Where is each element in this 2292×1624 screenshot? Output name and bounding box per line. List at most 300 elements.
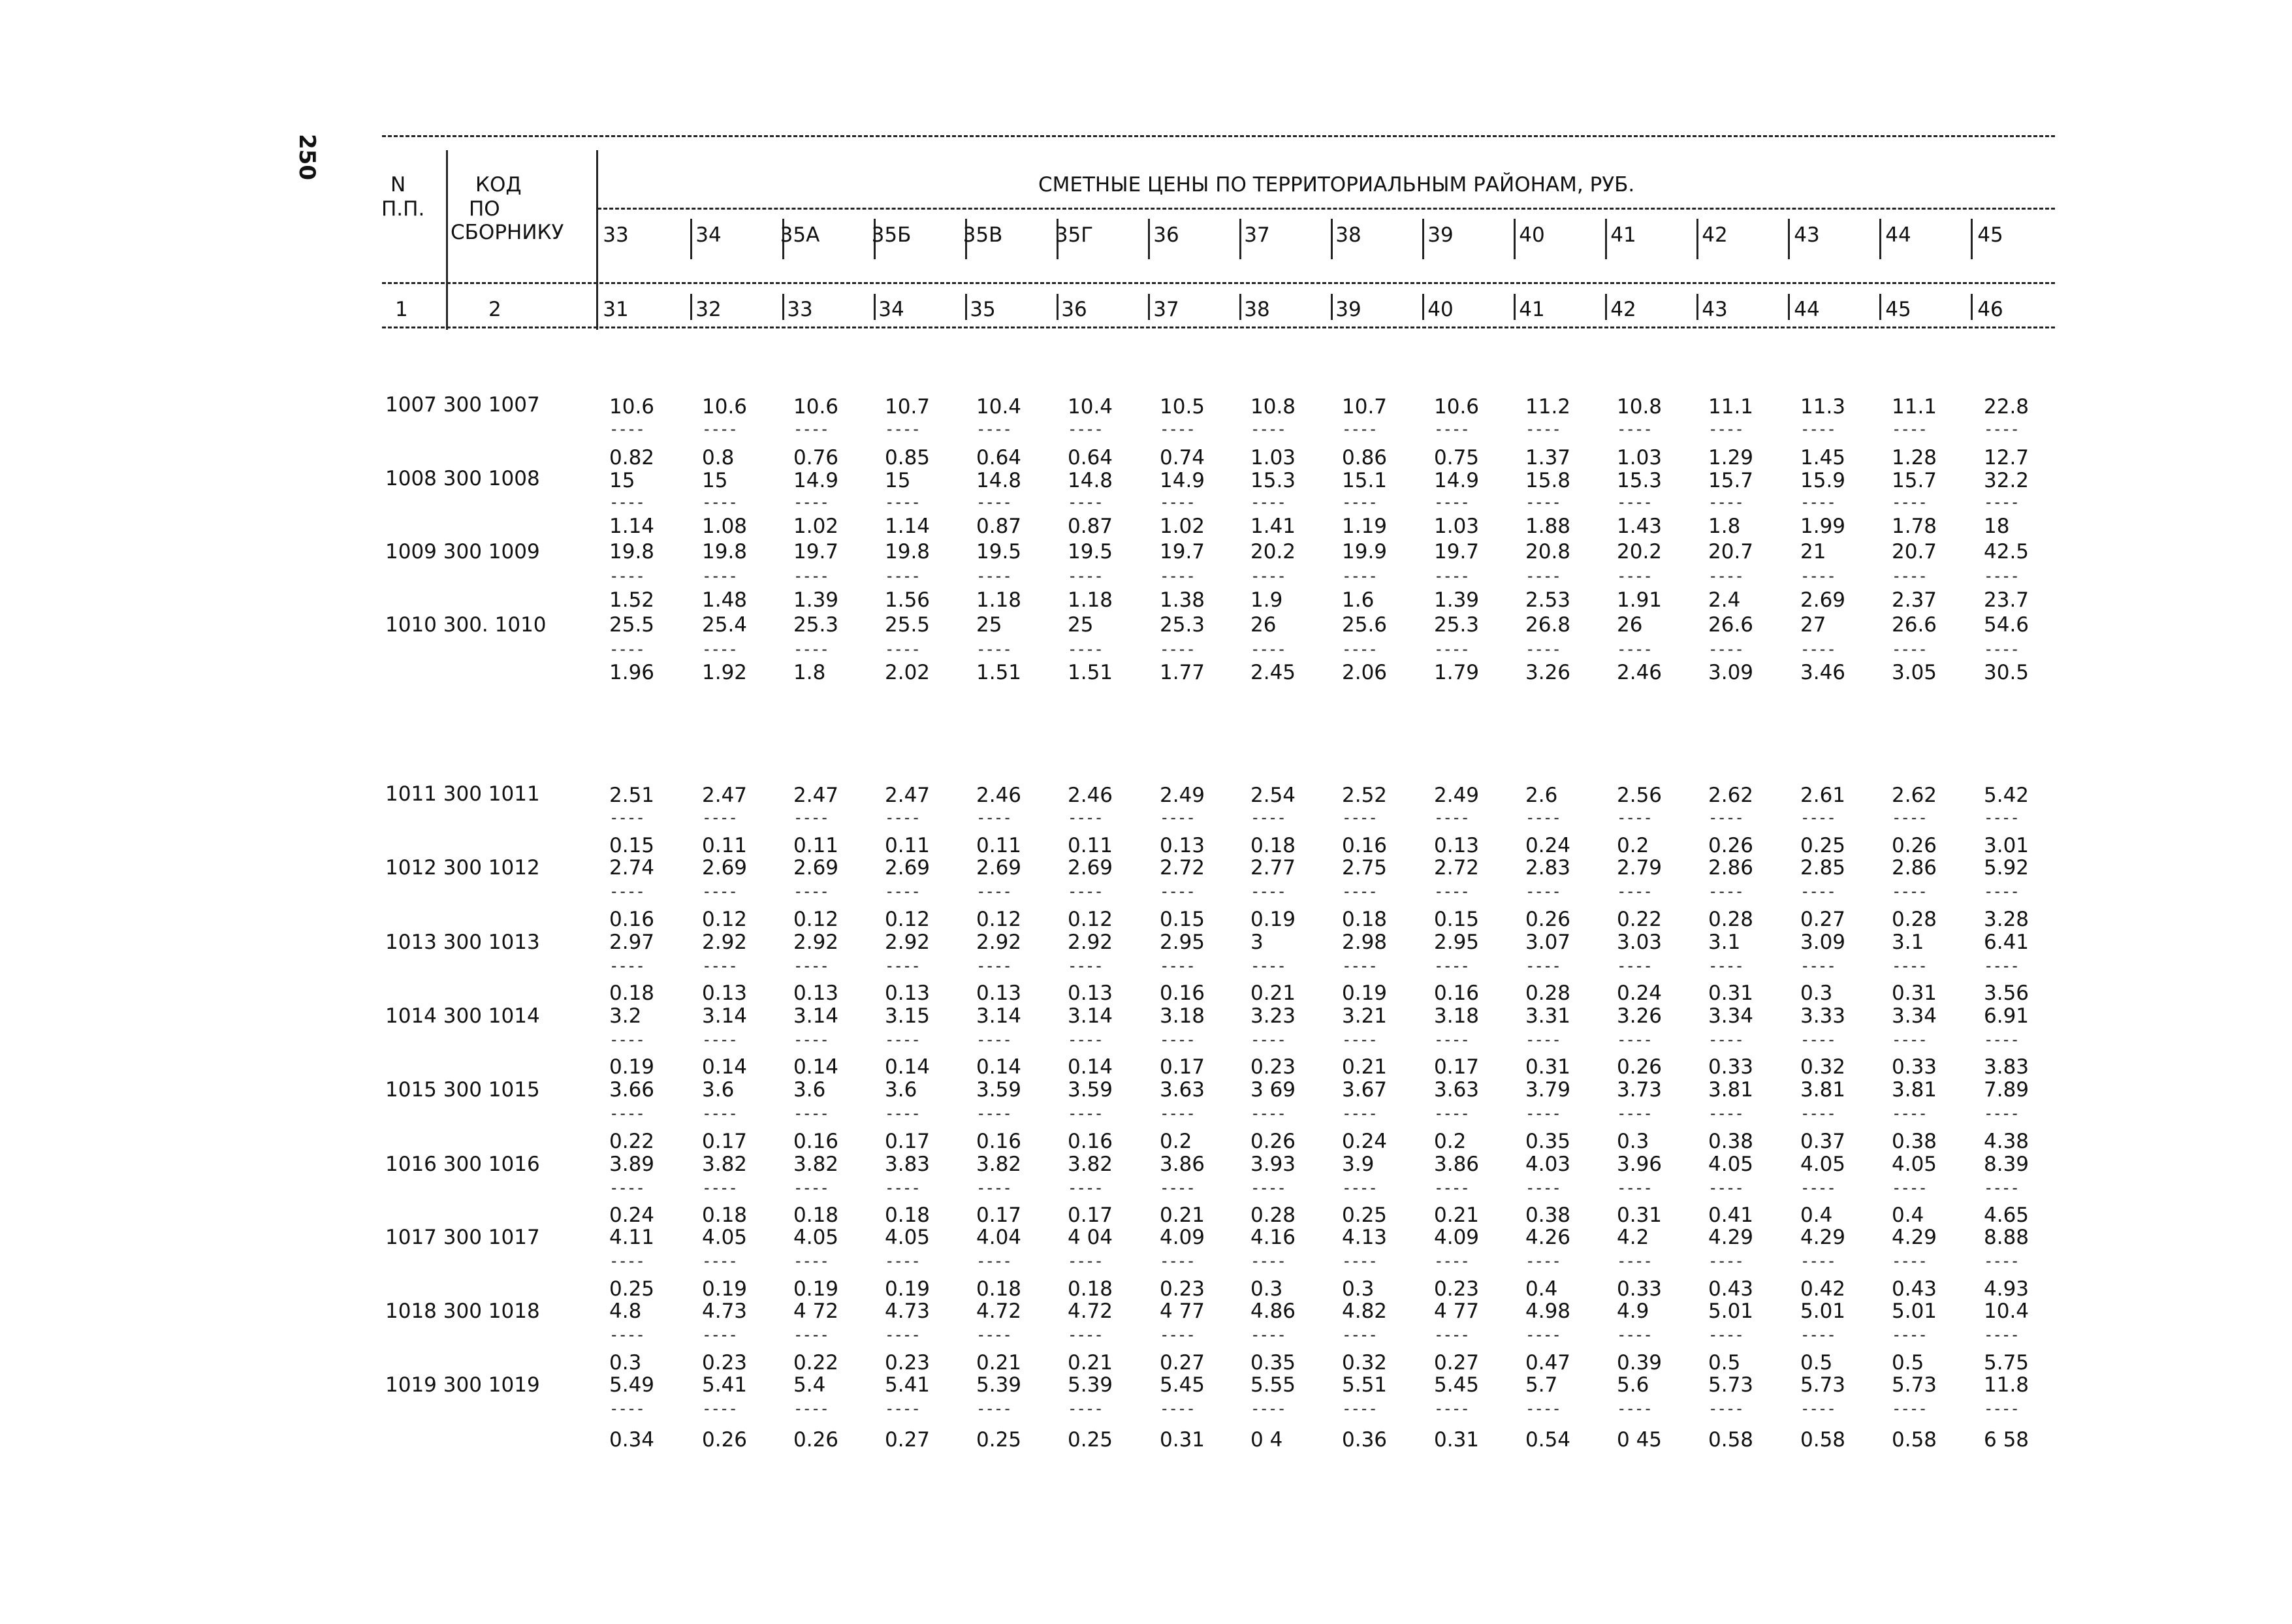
dash-divider: ---- (1708, 1252, 1743, 1270)
price-cell: 5.39 (1068, 1373, 1113, 1397)
dash-divider: ---- (1984, 1399, 2019, 1418)
dash-divider: ---- (609, 1399, 645, 1418)
price-cell: 2.37 (1892, 588, 1937, 612)
price-cell: 4.05 (885, 1226, 931, 1249)
price-cell: 1.6 (1342, 588, 1375, 612)
price-cell: 4.93 (1984, 1277, 2029, 1301)
price-cell: 1.38 (1160, 588, 1205, 612)
dash-divider: ---- (885, 1104, 920, 1122)
price-cell: 5.55 (1250, 1373, 1296, 1397)
price-cell: 2.46 (1068, 784, 1113, 807)
price-cell: 5.73 (1892, 1373, 1937, 1397)
dash-divider: ---- (1984, 1104, 2019, 1122)
price-cell: 0.35 (1250, 1351, 1296, 1375)
dash-divider: ---- (1525, 882, 1561, 900)
dash-divider: ---- (702, 420, 737, 438)
price-cell: 0.33 (1617, 1277, 1663, 1301)
price-cell: 5.49 (609, 1373, 655, 1397)
price-cell: 3.26 (1525, 661, 1571, 684)
dash-divider: ---- (1434, 808, 1469, 827)
price-cell: 4.26 (1525, 1226, 1571, 1249)
col-number: 41 (1519, 298, 1545, 321)
dash-divider: ---- (976, 882, 1011, 900)
price-cell: 5.73 (1800, 1373, 1846, 1397)
price-cell: 0.64 (976, 446, 1022, 470)
price-cell: 12.7 (1984, 446, 2029, 470)
price-cell: 2.74 (609, 856, 655, 880)
dash-divider: ---- (1525, 1104, 1561, 1122)
price-cell: 1.03 (1434, 515, 1480, 538)
dash-divider: ---- (702, 1179, 737, 1197)
dash-divider: ---- (1892, 640, 1927, 658)
table-rule (382, 135, 2055, 137)
dash-divider: ---- (1984, 882, 2019, 900)
price-cell: 0.17 (702, 1130, 748, 1153)
dash-divider: ---- (1800, 420, 1836, 438)
dash-divider: ---- (1160, 420, 1195, 438)
price-cell: 0.21 (1160, 1203, 1205, 1227)
dash-divider: ---- (1250, 808, 1286, 827)
price-cell: 0.21 (1342, 1055, 1388, 1079)
price-cell: 1.43 (1617, 515, 1663, 538)
price-cell: 3.15 (885, 1004, 931, 1028)
price-cell: 0.25 (609, 1277, 655, 1301)
dash-divider: ---- (1892, 493, 1927, 511)
col-number: 38 (1244, 298, 1270, 321)
price-cell: 2.54 (1250, 784, 1296, 807)
dash-divider: ---- (1434, 1030, 1469, 1049)
price-cell: 10.7 (1342, 395, 1388, 419)
price-cell: 2.61 (1800, 784, 1846, 807)
price-cell: 1.41 (1250, 515, 1296, 538)
price-cell: 0.8 (702, 446, 735, 470)
dash-divider: ---- (1984, 1030, 2019, 1049)
dash-divider: ---- (976, 957, 1011, 975)
dash-divider: ---- (1984, 957, 2019, 975)
dash-divider: ---- (885, 882, 920, 900)
price-cell: 0.4 (1800, 1203, 1833, 1227)
price-cell: 0.38 (1708, 1130, 1754, 1153)
price-cell: 4.29 (1800, 1226, 1846, 1249)
price-cell: 0.18 (1250, 834, 1296, 857)
dash-divider: ---- (976, 1399, 1011, 1418)
price-cell: 1.14 (885, 515, 931, 538)
dash-divider: ---- (885, 1326, 920, 1344)
price-cell: 0.18 (793, 1203, 839, 1227)
price-cell: 0.31 (1160, 1428, 1205, 1452)
price-cell: 2.86 (1708, 856, 1754, 880)
dash-divider: ---- (1068, 1030, 1103, 1049)
price-cell: 1.56 (885, 588, 931, 612)
dash-divider: ---- (885, 1179, 920, 1197)
price-cell: 1.39 (793, 588, 839, 612)
price-cell: 4.73 (885, 1299, 931, 1323)
dash-divider: ---- (885, 1252, 920, 1270)
price-cell: 0.28 (1250, 1203, 1296, 1227)
price-cell: 3.83 (1984, 1055, 2029, 1079)
price-cell: 25.5 (885, 613, 931, 637)
dash-divider: ---- (976, 808, 1011, 827)
price-cell: 2.83 (1525, 856, 1571, 880)
price-cell: 10.6 (1434, 395, 1480, 419)
dash-divider: ---- (1525, 1030, 1561, 1049)
price-cell: 0.16 (1342, 834, 1388, 857)
price-cell: 0.24 (1617, 981, 1663, 1005)
price-cell: 3.59 (1068, 1078, 1113, 1102)
price-cell: 0.34 (609, 1428, 655, 1452)
price-cell: 3.67 (1342, 1078, 1388, 1102)
dash-divider: ---- (976, 1252, 1011, 1270)
col-number: 33 (787, 298, 813, 321)
price-cell: 25.3 (793, 613, 839, 637)
price-cell: 2.92 (793, 931, 839, 954)
dash-divider: ---- (885, 1030, 920, 1049)
table-rule (597, 208, 2055, 210)
price-cell: 4.05 (793, 1226, 839, 1249)
price-cell: 19.8 (885, 540, 931, 564)
dash-divider: ---- (1708, 493, 1743, 511)
price-cell: 3.14 (793, 1004, 839, 1028)
dash-divider: ---- (1708, 1179, 1743, 1197)
region-header: 40 (1519, 223, 1545, 247)
price-cell: 15.7 (1708, 469, 1754, 492)
dash-divider: ---- (1800, 1104, 1836, 1122)
dash-divider: ---- (702, 808, 737, 827)
dash-divider: ---- (1984, 567, 2019, 585)
price-cell: 3.1 (1892, 931, 1924, 954)
dash-divider: ---- (702, 882, 737, 900)
dash-divider: ---- (1250, 1326, 1286, 1344)
price-cell: 0.18 (1068, 1277, 1113, 1301)
price-cell: 0.42 (1800, 1277, 1846, 1301)
dash-divider: ---- (1160, 493, 1195, 511)
price-cell: 0.33 (1708, 1055, 1754, 1079)
price-cell: 3.46 (1800, 661, 1846, 684)
price-cell: 1.18 (976, 588, 1022, 612)
dash-divider: ---- (1068, 640, 1103, 658)
dash-divider: ---- (609, 640, 645, 658)
price-cell: 3.96 (1617, 1153, 1663, 1176)
price-cell: 54.6 (1984, 613, 2029, 637)
price-cell: 0.58 (1892, 1428, 1937, 1452)
price-cell: 10.8 (1617, 395, 1663, 419)
dash-divider: ---- (793, 420, 829, 438)
price-cell: 0.17 (1434, 1055, 1480, 1079)
price-cell: 1.02 (793, 515, 839, 538)
price-cell: 4.13 (1342, 1226, 1388, 1249)
price-cell: 2.85 (1800, 856, 1846, 880)
price-cell: 2.97 (609, 931, 655, 954)
price-cell: 5.45 (1160, 1373, 1205, 1397)
price-cell: 2.69 (1800, 588, 1846, 612)
price-cell: 3.26 (1617, 1004, 1663, 1028)
price-cell: 4.65 (1984, 1203, 2029, 1227)
dash-divider: ---- (1800, 1326, 1836, 1344)
dash-divider: ---- (1525, 1326, 1561, 1344)
price-cell: 0.13 (702, 981, 748, 1005)
dash-divider: ---- (1250, 567, 1286, 585)
price-cell: 4.98 (1525, 1299, 1571, 1323)
dash-divider: ---- (1525, 1179, 1561, 1197)
price-cell: 0.31 (1708, 981, 1754, 1005)
price-cell: 3.56 (1984, 981, 2029, 1005)
price-cell: 5.01 (1892, 1299, 1937, 1323)
col-n-header-2: П.П. (381, 197, 425, 221)
price-cell: 4.72 (976, 1299, 1022, 1323)
dash-divider: ---- (885, 640, 920, 658)
price-cell: 4 72 (793, 1299, 839, 1323)
dash-divider: ---- (609, 882, 645, 900)
dash-divider: ---- (1617, 1104, 1652, 1122)
price-cell: 10.6 (793, 395, 839, 419)
price-cell: 5.01 (1708, 1299, 1754, 1323)
price-cell: 3.09 (1708, 661, 1754, 684)
dash-divider: ---- (1800, 493, 1836, 511)
dash-divider: ---- (1068, 1104, 1103, 1122)
price-cell: 15 (609, 469, 635, 492)
dash-divider: ---- (885, 1399, 920, 1418)
price-cell: 1.99 (1800, 515, 1846, 538)
col-number: 31 (603, 298, 629, 321)
price-cell: 0.16 (976, 1130, 1022, 1153)
price-cell: 4.8 (609, 1299, 642, 1323)
dash-divider: ---- (976, 1104, 1011, 1122)
price-cell: 0.19 (885, 1277, 931, 1301)
col-number-1: 1 (395, 298, 408, 321)
dash-divider: ---- (1984, 1179, 2019, 1197)
dash-divider: ---- (1160, 1179, 1195, 1197)
price-cell: 3.82 (793, 1153, 839, 1176)
price-cell: 0.18 (1342, 908, 1388, 931)
dash-divider: ---- (1800, 957, 1836, 975)
price-cell: 20.2 (1250, 540, 1296, 564)
dash-divider: ---- (1250, 1252, 1286, 1270)
col-number-2: 2 (488, 298, 501, 321)
dash-divider: ---- (1617, 1179, 1652, 1197)
price-cell: 0.35 (1525, 1130, 1571, 1153)
dash-divider: ---- (793, 882, 829, 900)
dash-divider: ---- (609, 1252, 645, 1270)
price-cell: 3.81 (1708, 1078, 1754, 1102)
price-cell: 10.6 (609, 395, 655, 419)
dash-divider: ---- (885, 493, 920, 511)
price-cell: 27 (1800, 613, 1826, 637)
col-number: 36 (1061, 298, 1087, 321)
price-cell: 0.16 (1068, 1130, 1113, 1153)
price-cell: 0.21 (976, 1351, 1022, 1375)
price-cell: 3.07 (1525, 931, 1571, 954)
dash-divider: ---- (1617, 1030, 1652, 1049)
price-cell: 0.23 (1434, 1277, 1480, 1301)
price-cell: 10.8 (1250, 395, 1296, 419)
dash-divider: ---- (1250, 1399, 1286, 1418)
dash-divider: ---- (702, 640, 737, 658)
dash-divider: ---- (1892, 567, 1927, 585)
dash-divider: ---- (1525, 808, 1561, 827)
dash-divider: ---- (1342, 1030, 1377, 1049)
price-cell: 0.13 (885, 981, 931, 1005)
price-cell: 2.92 (1068, 931, 1113, 954)
price-cell: 0.15 (609, 834, 655, 857)
price-cell: 2.92 (976, 931, 1022, 954)
price-cell: 4 77 (1160, 1299, 1205, 1323)
price-cell: 7.89 (1984, 1078, 2029, 1102)
price-cell: 5.01 (1800, 1299, 1846, 1323)
price-cell: 18 (1984, 515, 2010, 538)
price-cell: 0.13 (1160, 834, 1205, 857)
dash-divider: ---- (1250, 1030, 1286, 1049)
dash-divider: ---- (1068, 567, 1103, 585)
price-cell: 2.69 (1068, 856, 1113, 880)
price-cell: 0.12 (885, 908, 931, 931)
dash-divider: ---- (1708, 1104, 1743, 1122)
dash-divider: ---- (793, 808, 829, 827)
dash-divider: ---- (1892, 808, 1927, 827)
price-cell: 4.38 (1984, 1130, 2029, 1153)
price-cell: 0.4 (1525, 1277, 1558, 1301)
price-cell: 0.86 (1342, 446, 1388, 470)
price-cell: 3.89 (609, 1153, 655, 1176)
price-cell: 4.11 (609, 1226, 655, 1249)
dash-divider: ---- (1617, 1399, 1652, 1418)
price-cell: 0.11 (885, 834, 931, 857)
price-cell: 0.2 (1617, 834, 1649, 857)
dash-divider: ---- (1617, 567, 1652, 585)
dash-divider: ---- (1525, 420, 1561, 438)
price-cell: 11.2 (1525, 395, 1571, 419)
price-cell: 0.58 (1708, 1428, 1754, 1452)
price-cell: 3.81 (1800, 1078, 1846, 1102)
col-number: 32 (695, 298, 722, 321)
price-cell: 0.33 (1892, 1055, 1937, 1079)
dash-divider: ---- (609, 808, 645, 827)
price-cell: 5.41 (885, 1373, 931, 1397)
dash-divider: ---- (1892, 1399, 1927, 1418)
dash-divider: ---- (1068, 493, 1103, 511)
dash-divider: ---- (1160, 882, 1195, 900)
row-code: 1012 300 1012 (385, 856, 540, 880)
price-cell: 4.05 (702, 1226, 748, 1249)
region-header: 39 (1427, 223, 1454, 247)
price-cell: 4 04 (1068, 1226, 1113, 1249)
price-cell: 3.01 (1984, 834, 2029, 857)
dash-divider: ---- (1708, 1326, 1743, 1344)
price-cell: 3.03 (1617, 931, 1663, 954)
dash-divider: ---- (1160, 957, 1195, 975)
price-cell: 0.75 (1434, 446, 1480, 470)
dash-divider: ---- (1800, 1179, 1836, 1197)
price-cell: 3.1 (1708, 931, 1741, 954)
dash-divider: ---- (1250, 1179, 1286, 1197)
price-cell: 4.72 (1068, 1299, 1113, 1323)
dash-divider: ---- (1434, 640, 1469, 658)
price-cell: 1.19 (1342, 515, 1388, 538)
price-cell: 2.47 (793, 784, 839, 807)
price-cell: 3.18 (1434, 1004, 1480, 1028)
price-cell: 5.6 (1617, 1373, 1649, 1397)
price-cell: 3.82 (702, 1153, 748, 1176)
price-cell: 0.14 (976, 1055, 1022, 1079)
dash-divider: ---- (609, 1179, 645, 1197)
price-cell: 1.52 (609, 588, 655, 612)
price-cell: 5.92 (1984, 856, 2029, 880)
price-cell: 4.05 (1708, 1153, 1754, 1176)
price-cell: 0.11 (702, 834, 748, 857)
price-cell: 2.47 (885, 784, 931, 807)
dash-divider: ---- (702, 1030, 737, 1049)
dash-divider: ---- (1342, 1326, 1377, 1344)
dash-divider: ---- (1342, 493, 1377, 511)
dash-divider: ---- (1892, 1104, 1927, 1122)
price-cell: 0.21 (1068, 1351, 1113, 1375)
dash-divider: ---- (1984, 640, 2019, 658)
price-cell: 0.12 (976, 908, 1022, 931)
price-cell: 25.4 (702, 613, 748, 637)
price-cell: 0.3 (609, 1351, 642, 1375)
price-cell: 0.17 (976, 1203, 1022, 1227)
price-cell: 4.03 (1525, 1153, 1571, 1176)
price-cell: 0.74 (1160, 446, 1205, 470)
price-cell: 14.8 (976, 469, 1022, 492)
price-cell: 0.32 (1800, 1055, 1846, 1079)
price-cell: 19.7 (1160, 540, 1205, 564)
price-cell: 8.88 (1984, 1226, 2029, 1249)
dash-divider: ---- (885, 567, 920, 585)
price-cell: 3.09 (1800, 931, 1846, 954)
price-cell: 5.42 (1984, 784, 2029, 807)
price-cell: 3.66 (609, 1078, 655, 1102)
dash-divider: ---- (1800, 1399, 1836, 1418)
price-cell: 3.23 (1250, 1004, 1296, 1028)
row-code: 1010 300. 1010 (385, 613, 547, 637)
col-number: 37 (1153, 298, 1179, 321)
price-cell: 0.16 (1160, 981, 1205, 1005)
price-cell: 0.25 (1068, 1428, 1113, 1452)
price-cell: 10.6 (702, 395, 748, 419)
dash-divider: ---- (1984, 1326, 2019, 1344)
dash-divider: ---- (1250, 420, 1286, 438)
price-cell: 3.63 (1160, 1078, 1205, 1102)
region-header: 44 (1885, 223, 1911, 247)
price-cell: 3.79 (1525, 1078, 1571, 1102)
dash-divider: ---- (1342, 1252, 1377, 1270)
dash-divider: ---- (1708, 957, 1743, 975)
price-cell: 0.28 (1892, 908, 1937, 931)
price-cell: 0.64 (1068, 446, 1113, 470)
price-cell: 0.5 (1708, 1351, 1741, 1375)
price-cell: 0.43 (1708, 1277, 1754, 1301)
dash-divider: ---- (1525, 1399, 1561, 1418)
col-n-header: N (390, 173, 406, 197)
dash-divider: ---- (1800, 1252, 1836, 1270)
price-cell: 2.69 (793, 856, 839, 880)
price-cell: 1.02 (1160, 515, 1205, 538)
price-cell: 0.18 (976, 1277, 1022, 1301)
region-header: 38 (1335, 223, 1361, 247)
dash-divider: ---- (1250, 882, 1286, 900)
price-cell: 0.14 (1068, 1055, 1113, 1079)
price-cell: 0.39 (1617, 1351, 1663, 1375)
table-rule (382, 326, 2055, 328)
price-cell: 0.19 (1250, 908, 1296, 931)
price-cell: 0.23 (702, 1351, 748, 1375)
price-cell: 1.03 (1617, 446, 1663, 470)
price-cell: 0.26 (793, 1428, 839, 1452)
price-cell: 14.9 (1160, 469, 1205, 492)
price-cell: 6 58 (1984, 1428, 2029, 1452)
dash-divider: ---- (609, 1326, 645, 1344)
dash-divider: ---- (1160, 1326, 1195, 1344)
